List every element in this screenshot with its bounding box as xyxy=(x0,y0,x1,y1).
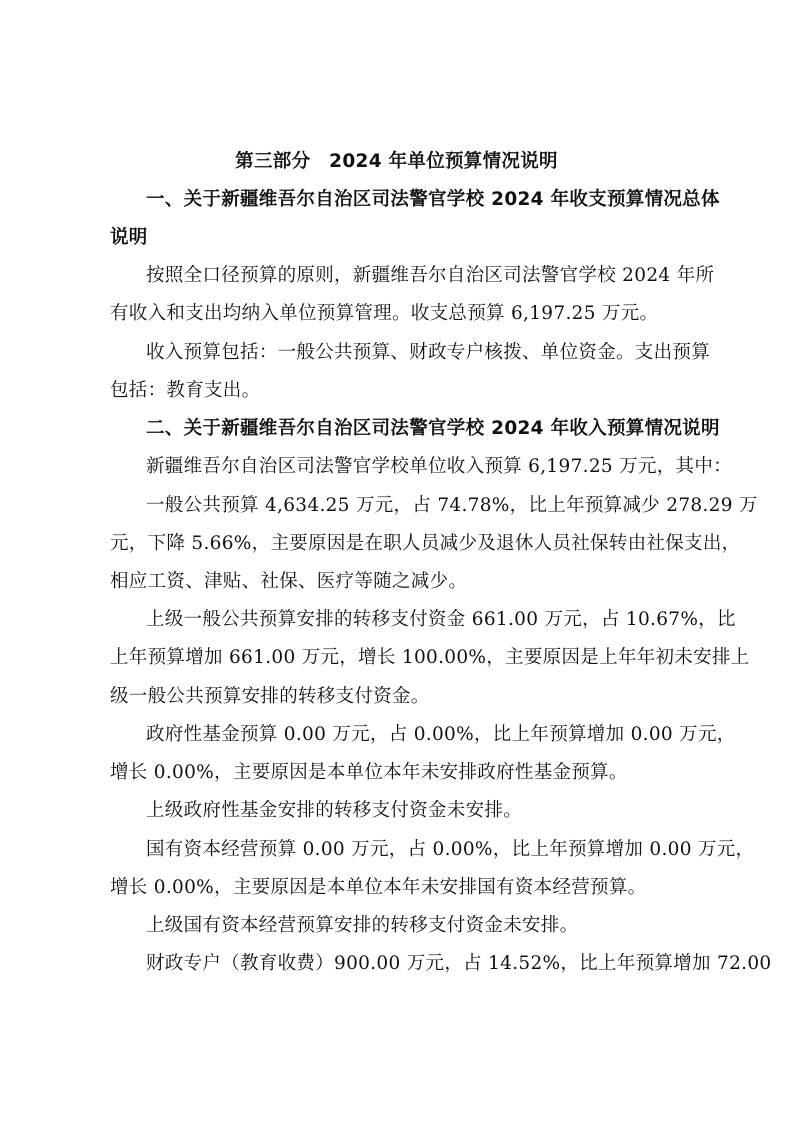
paragraph-6-line-2: 增长 0.00%，主要原因是本单位本年未安排政府性基金预算。 xyxy=(110,762,628,783)
paragraph-5-line-2: 上年预算增加 661.00 万元，增长 100.00%，主要原因是上年年初未安排上 xyxy=(110,647,750,668)
paragraph-1-line-1: 按照全口径预算的原则，新疆维吾尔自治区司法警官学校 2024 年所 xyxy=(146,265,715,286)
section-1-heading-line-1: 一、关于新疆维吾尔自治区司法警官学校 2024 年收支预算情况总体 xyxy=(146,189,720,210)
paragraph-1-line-2: 有收入和支出均纳入单位预算管理。收支总预算 6,197.25 万元。 xyxy=(110,303,659,324)
page-title: 第三部分 2024 年单位预算情况说明 xyxy=(235,151,558,172)
paragraph-2-line-2: 包括：教育支出。 xyxy=(110,380,261,401)
paragraph-2-line-1: 收入预算包括：一般公共预算、财政专户核拨、单位资金。支出预算 xyxy=(146,342,711,363)
paragraph-4-line-2: 元，下降 5.66%，主要原因是在职人员减少及退休人员社保转由社保支出， xyxy=(110,533,741,554)
paragraph-4-line-3: 相应工资、津贴、社保、医疗等随之减少。 xyxy=(110,571,468,592)
paragraph-5-line-1: 上级一般公共预算安排的转移支付资金 661.00 万元，占 10.67%，比 xyxy=(146,609,736,630)
paragraph-9-line-1: 上级国有资本经营预算安排的转移支付资金未安排。 xyxy=(146,915,579,936)
paragraph-5-line-3: 级一般公共预算安排的转移支付资金。 xyxy=(110,686,430,707)
section-1-heading-line-2: 说明 xyxy=(110,227,148,248)
section-2-heading: 二、关于新疆维吾尔自治区司法警官学校 2024 年收入预算情况说明 xyxy=(146,418,720,439)
paragraph-8-line-1: 国有资本经营预算 0.00 万元，占 0.00%，比上年预算增加 0.00 万元， xyxy=(146,839,755,860)
paragraph-6-line-1: 政府性基金预算 0.00 万元，占 0.00%，比上年预算增加 0.00 万元， xyxy=(146,724,736,745)
paragraph-8-line-2: 增长 0.00%，主要原因是本单位本年未安排国有资本经营预算。 xyxy=(110,877,647,898)
paragraph-3-line-1: 新疆维吾尔自治区司法警官学校单位收入预算 6,197.25 万元，其中： xyxy=(146,456,732,477)
paragraph-7-line-1: 上级政府性基金安排的转移支付资金未安排。 xyxy=(146,800,523,821)
paragraph-10-line-1: 财政专户（教育收费）900.00 万元，占 14.52%，比上年预算增加 72.00 xyxy=(146,953,772,974)
paragraph-4-line-1: 一般公共预算 4,634.25 万元，占 74.78%，比上年预算减少 278.29 万 xyxy=(146,495,758,516)
